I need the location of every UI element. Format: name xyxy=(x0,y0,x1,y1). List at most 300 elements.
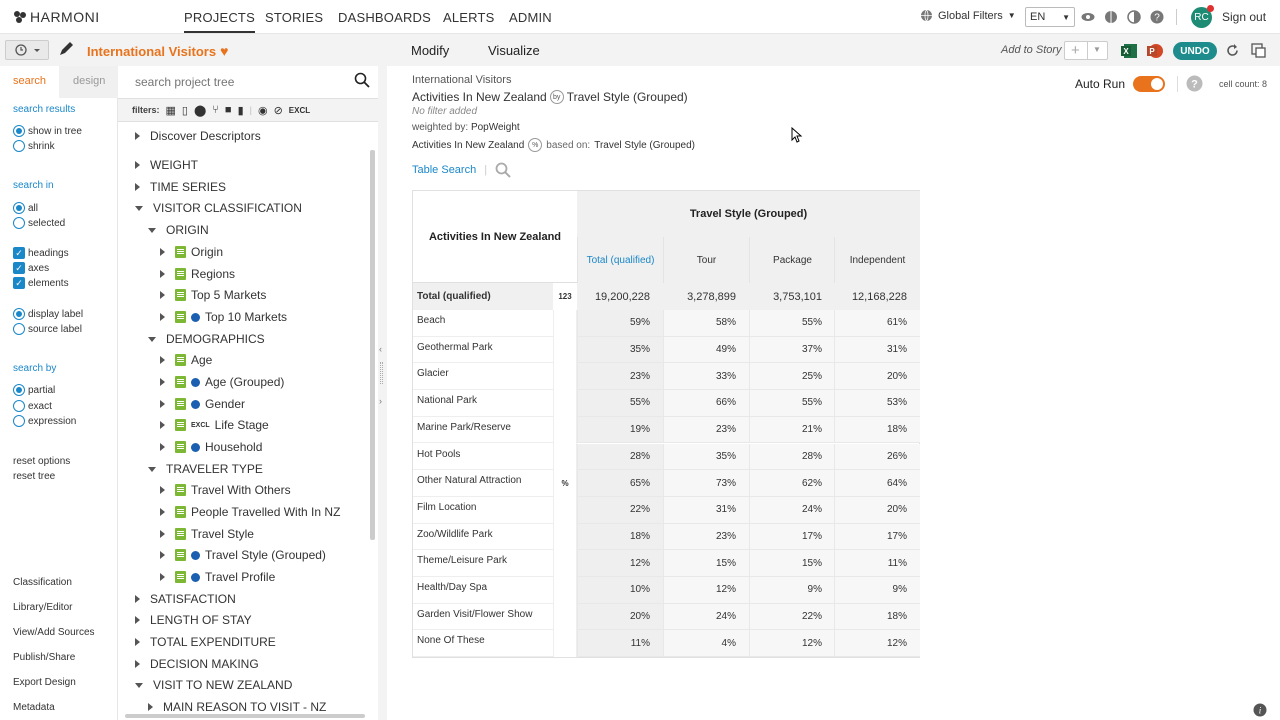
globe-icon xyxy=(920,9,933,22)
table-row-label: Zoo/Wildlife Park xyxy=(413,524,553,551)
caret-right-icon[interactable] xyxy=(135,616,140,624)
harmoni-logo[interactable] xyxy=(13,9,100,25)
unit-badge: 123 xyxy=(553,283,577,310)
radio-label: exact xyxy=(28,400,52,412)
caret-down-icon[interactable] xyxy=(148,228,156,233)
percent-unit-badge: % xyxy=(553,310,577,657)
tree-node-travel-style[interactable] xyxy=(160,527,254,541)
tree-node-main-reason-to-visit-nz[interactable] xyxy=(148,700,326,714)
variable-icon xyxy=(175,419,186,431)
table-cell: 11% xyxy=(577,630,663,657)
column-filter-icon[interactable]: ▯ xyxy=(181,104,188,117)
based-on-label: based on: xyxy=(546,139,591,151)
table-cell: 18% xyxy=(834,417,920,444)
tree-node-label: TRAVELER TYPE xyxy=(166,462,263,476)
chevron-left-icon[interactable]: ‹ xyxy=(379,344,382,354)
table-cell: 20% xyxy=(834,497,920,524)
history-button[interactable] xyxy=(5,40,49,60)
caret-right-icon[interactable] xyxy=(135,660,140,668)
tree-node-label: Household xyxy=(205,440,263,454)
table-cell: 17% xyxy=(749,524,835,551)
search-icon[interactable] xyxy=(354,72,370,88)
variable-icon xyxy=(175,441,186,453)
svg-text:P: P xyxy=(1149,47,1155,56)
contrast-icon[interactable] xyxy=(1127,10,1141,24)
radio-label: expression xyxy=(28,415,77,427)
caret-right-icon[interactable] xyxy=(160,378,165,386)
tree-scrollbar[interactable] xyxy=(370,150,375,540)
brand-name: HARMONI xyxy=(30,9,100,25)
tree-node-travel-style-grouped[interactable] xyxy=(160,548,326,562)
table-cell: 23% xyxy=(663,417,749,444)
radio-off-icon xyxy=(13,217,25,229)
svg-text:?: ? xyxy=(1154,12,1160,24)
svg-text:i: i xyxy=(1258,705,1262,716)
tree-search-input[interactable] xyxy=(135,75,335,89)
checkbox-axes[interactable] xyxy=(13,262,49,274)
radio-label: selected xyxy=(28,217,66,229)
eye-icon[interactable]: ◉ xyxy=(257,104,268,117)
table-row-label: Theme/Leisure Park xyxy=(413,550,553,577)
table-cell: 22% xyxy=(577,497,663,524)
table-cell: 35% xyxy=(577,337,663,364)
help-icon[interactable] xyxy=(1186,75,1203,92)
table-cell: 24% xyxy=(749,497,835,524)
tree-node-household[interactable] xyxy=(160,440,262,454)
table-cell: 12% xyxy=(577,550,663,577)
tab-design-label: design xyxy=(73,75,106,87)
metadata-link[interactable]: Metadata xyxy=(13,702,55,713)
total-cell: 19,200,228 xyxy=(577,283,663,310)
table-cell: 35% xyxy=(663,444,749,471)
table-search[interactable] xyxy=(412,162,511,178)
tree-node-label: DECISION MAKING xyxy=(150,657,259,671)
table-cell: 12% xyxy=(749,630,835,657)
info-icon xyxy=(191,400,200,409)
tree-node-label: LENGTH OF STAY xyxy=(150,613,252,627)
global-filters[interactable] xyxy=(920,9,1016,22)
table-cell: 20% xyxy=(577,604,663,631)
table-cell: 28% xyxy=(577,444,663,471)
tree-node-label: Regions xyxy=(191,267,236,281)
tree-node-satisfaction[interactable] xyxy=(135,592,236,606)
notification-dot xyxy=(1207,5,1214,12)
variable-icon xyxy=(175,268,186,280)
table-row-label: None Of These xyxy=(413,630,553,657)
variable-icon xyxy=(175,571,186,583)
drag-handle-icon[interactable] xyxy=(380,362,383,384)
caret-right-icon[interactable] xyxy=(135,638,140,646)
caret-right-icon[interactable] xyxy=(160,508,165,516)
table-cell: 23% xyxy=(577,363,663,390)
tree-node-label: WEIGHT xyxy=(150,158,198,172)
info-icon[interactable] xyxy=(1253,703,1267,717)
eye-off-icon[interactable]: ⊘ xyxy=(273,104,283,117)
checkbox-elements[interactable] xyxy=(13,277,69,289)
variable-icon xyxy=(175,398,186,410)
caret-right-icon[interactable] xyxy=(135,161,140,169)
svg-text:X: X xyxy=(1123,47,1129,56)
checkbox-label: elements xyxy=(28,277,69,289)
radio-partial[interactable] xyxy=(13,384,55,396)
tree-node-label: SATISFACTION xyxy=(150,592,236,606)
percentage-variable[interactable]: Activities In New Zealand xyxy=(412,139,525,151)
avatar[interactable] xyxy=(1191,7,1212,28)
radio-display-label[interactable] xyxy=(13,308,83,320)
table-cell: 21% xyxy=(749,417,835,444)
variable-filter-icon[interactable]: ▮ xyxy=(237,104,244,117)
table-cell: 12% xyxy=(663,577,749,604)
tree-node-label: MAIN REASON TO VISIT - NZ xyxy=(163,700,327,714)
chevron-down-icon: ▼ xyxy=(1007,11,1016,20)
tree-node-traveler-type[interactable] xyxy=(148,462,263,476)
table-cell: 26% xyxy=(834,444,920,471)
nav-alerts[interactable]: ALERTS xyxy=(443,10,495,25)
tree-node-label: Discover Descriptors xyxy=(150,129,261,143)
tree-node-demographics[interactable] xyxy=(148,332,265,346)
table-cell: 59% xyxy=(577,310,663,337)
refresh-icon[interactable] xyxy=(1225,43,1240,58)
tree-node-label: Travel Style (Grouped) xyxy=(205,548,326,562)
divider: | xyxy=(249,105,252,115)
table-cell: 55% xyxy=(749,310,835,337)
cell-count: cell count: 8 xyxy=(1219,79,1268,89)
logo-mark-icon xyxy=(13,10,27,24)
based-on-variable[interactable]: Travel Style (Grouped) xyxy=(594,139,695,151)
divider xyxy=(1087,42,1088,59)
radio-expression[interactable] xyxy=(13,415,76,427)
divider xyxy=(1177,76,1178,92)
tree-horizontal-scrollbar[interactable] xyxy=(125,714,365,718)
heart-icon[interactable]: ♥ xyxy=(220,43,229,59)
table-cell: 65% xyxy=(577,470,663,497)
caret-right-icon[interactable] xyxy=(160,313,165,321)
language-select[interactable] xyxy=(1025,7,1075,27)
search-in-heading: search in xyxy=(13,180,54,191)
nav-projects[interactable]: PROJECTS xyxy=(184,10,255,33)
table-cell: 73% xyxy=(663,470,749,497)
weight-variable[interactable]: PopWeight xyxy=(470,122,520,133)
table-cell: 37% xyxy=(749,337,835,364)
add-to-story-button[interactable] xyxy=(1064,41,1108,60)
caret-right-icon[interactable] xyxy=(160,248,165,256)
tree-node-visitor-classification[interactable] xyxy=(135,201,302,215)
table-cell: 55% xyxy=(749,390,835,417)
nav-admin[interactable]: ADMIN xyxy=(509,10,552,25)
table-cell: 18% xyxy=(577,524,663,551)
table-cell: 61% xyxy=(834,310,920,337)
radio-label: partial xyxy=(28,384,56,396)
table-row-label: Garden Visit/Flower Show xyxy=(413,604,553,631)
info-icon xyxy=(191,573,200,582)
weighted-label: weighted by: xyxy=(412,122,469,133)
classification-link[interactable]: Classification xyxy=(13,577,72,588)
caret-right-icon[interactable] xyxy=(160,530,165,538)
table-row-label: Hot Pools xyxy=(413,444,553,471)
column-header[interactable]: Independent xyxy=(834,237,920,283)
column-header[interactable]: Total (qualified) xyxy=(577,237,663,283)
table-cell: 31% xyxy=(663,497,749,524)
tree-node-label: Top 10 Markets xyxy=(205,310,288,324)
tree-node-age-grouped[interactable] xyxy=(160,375,284,389)
variable-icon xyxy=(175,484,186,496)
table-cell: 25% xyxy=(749,363,835,390)
tab-modify[interactable]: Modify xyxy=(411,43,450,58)
radio-label: shrink xyxy=(28,140,55,152)
info-icon xyxy=(191,551,200,560)
caret-down-icon[interactable] xyxy=(148,467,156,472)
caret-right-icon[interactable] xyxy=(160,291,165,299)
tree-node-life-stage[interactable] xyxy=(160,418,269,432)
caret-right-icon[interactable] xyxy=(160,356,165,364)
language-value: EN xyxy=(1030,11,1046,23)
radio-exact[interactable] xyxy=(13,400,52,412)
caret-right-icon[interactable] xyxy=(160,421,165,429)
sidebar-tabs xyxy=(0,66,118,98)
percentage-line xyxy=(412,138,695,152)
help-icon[interactable] xyxy=(1150,10,1164,24)
auto-run-toggle[interactable] xyxy=(1133,76,1165,92)
tree-node-time-series[interactable] xyxy=(135,180,226,194)
caret-right-icon[interactable] xyxy=(160,573,165,581)
project-title[interactable] xyxy=(87,43,228,59)
grid-filter-icon[interactable]: ▦ xyxy=(165,104,176,117)
project-title-text: International Visitors xyxy=(87,43,217,59)
table-cell: 11% xyxy=(834,550,920,577)
tree-node-label: VISITOR CLASSIFICATION xyxy=(153,201,302,215)
add-to-story-label: Add to Story xyxy=(1001,44,1062,56)
folder-filter-icon[interactable]: ■ xyxy=(224,104,232,116)
excl-filter[interactable]: EXCL xyxy=(288,105,311,115)
column-group-header[interactable]: Travel Style (Grouped) xyxy=(577,191,920,237)
tab-search-label: search xyxy=(13,75,47,87)
table-cell: 28% xyxy=(749,444,835,471)
crosstab-table xyxy=(412,190,920,658)
table-cell: 17% xyxy=(834,524,920,551)
checkmark-icon: ✓ xyxy=(13,262,25,274)
caret-right-icon[interactable] xyxy=(160,551,165,559)
tree-node-label: Travel Profile xyxy=(205,570,276,584)
radio-off-icon xyxy=(13,415,25,427)
table-row-label: National Park xyxy=(413,390,553,417)
tree-node-label: Age (Grouped) xyxy=(205,375,285,389)
history-icon xyxy=(6,41,50,59)
caret-right-icon[interactable] xyxy=(148,703,153,711)
radio-on-icon xyxy=(13,308,25,320)
checkbox-label: headings xyxy=(28,247,69,259)
table-cell: 33% xyxy=(663,363,749,390)
tree-node-label: Travel With Others xyxy=(191,483,291,497)
table-row-label: Marine Park/Reserve xyxy=(413,417,553,444)
publish-share-link[interactable]: Publish/Share xyxy=(13,652,76,663)
tree-node-label: Origin xyxy=(191,245,224,259)
table-cell: 10% xyxy=(577,577,663,604)
nav-stories[interactable]: STORIES xyxy=(265,10,324,25)
row-variable[interactable]: Activities In New Zealand xyxy=(412,90,547,104)
tree-node-label: Gender xyxy=(205,397,246,411)
tree-node-age[interactable] xyxy=(160,353,212,367)
radio-all[interactable] xyxy=(13,202,38,214)
table-cell: 49% xyxy=(663,337,749,364)
chevron-right-icon[interactable]: › xyxy=(379,396,382,406)
tree-node-discover-descriptors[interactable] xyxy=(135,129,261,143)
radio-off-icon xyxy=(13,400,25,412)
caret-down-icon[interactable] xyxy=(148,337,156,342)
panel-splitter[interactable] xyxy=(378,34,387,720)
tree-node-label: TIME SERIES xyxy=(150,180,227,194)
tree-node-regions[interactable] xyxy=(160,267,235,281)
eye-icon[interactable] xyxy=(1081,10,1095,24)
tree-node-label: DEMOGRAPHICS xyxy=(166,332,265,346)
table-title xyxy=(412,90,688,104)
filters-bar xyxy=(118,98,378,122)
radio-on-icon xyxy=(13,125,25,137)
variable-icon xyxy=(175,311,186,323)
tree-node-origin[interactable] xyxy=(160,245,223,259)
tree-node-top-10-markets[interactable] xyxy=(160,310,287,324)
caret-down-icon[interactable] xyxy=(135,683,143,688)
reset-tree-link[interactable]: reset tree xyxy=(13,471,56,482)
mouse-cursor-icon xyxy=(791,127,803,143)
table-cell: 62% xyxy=(749,470,835,497)
tree-node-origin[interactable] xyxy=(148,223,209,237)
table-row-label: Beach xyxy=(413,310,553,337)
caret-right-icon[interactable] xyxy=(160,443,165,451)
pencil-icon xyxy=(55,40,77,60)
variable-icon xyxy=(175,528,186,540)
total-cell: 3,753,101 xyxy=(749,283,835,310)
table-cell: 53% xyxy=(834,390,920,417)
tree-node-label: Travel Style xyxy=(191,527,254,541)
radio-source-label[interactable] xyxy=(13,323,82,335)
column-header[interactable]: Package xyxy=(749,237,835,283)
caret-right-icon[interactable] xyxy=(160,486,165,494)
powerpoint-icon[interactable] xyxy=(1146,42,1164,60)
table-cell: 20% xyxy=(834,363,920,390)
tree-node-top-5-markets[interactable] xyxy=(160,288,266,302)
divider: | xyxy=(484,164,488,176)
checkbox-headings[interactable] xyxy=(13,247,69,259)
expand-icon[interactable] xyxy=(1251,43,1266,58)
radio-label: all xyxy=(28,202,39,214)
table-cell: 24% xyxy=(663,604,749,631)
by-badge: by xyxy=(550,90,564,104)
table-row-label: Other Natural Attraction xyxy=(413,470,553,497)
tree-node-travel-with-others[interactable] xyxy=(160,483,291,497)
plus-icon: + xyxy=(1071,42,1080,59)
caret-right-icon[interactable] xyxy=(135,132,140,140)
table-cell: 4% xyxy=(663,630,749,657)
edit-button[interactable] xyxy=(55,40,77,60)
radio-on-icon xyxy=(13,384,25,396)
avatar-initials: RC xyxy=(1194,12,1209,23)
table-cell: 18% xyxy=(834,604,920,631)
sign-out-link[interactable]: Sign out xyxy=(1222,10,1267,24)
tree-node-people-travelled-with-in-nz[interactable] xyxy=(160,505,340,519)
filter-note: No filter added xyxy=(412,106,478,117)
checkmark-icon: ✓ xyxy=(13,277,25,289)
tree-node-decision-making[interactable] xyxy=(135,657,259,671)
table-cell: 23% xyxy=(663,524,749,551)
table-row-label: Film Location xyxy=(413,497,553,524)
table-cell: 9% xyxy=(749,577,835,604)
tree-node-label: TOTAL EXPENDITURE xyxy=(150,635,276,649)
radio-label: source label xyxy=(28,323,82,335)
tree-node-total-expenditure[interactable] xyxy=(135,635,276,649)
radio-label: show in tree xyxy=(28,125,82,137)
tree-node-visit-to-new-zealand[interactable] xyxy=(135,678,292,692)
brain-icon[interactable] xyxy=(1104,10,1118,24)
search-by-heading: search by xyxy=(13,363,57,374)
table-row-label: Health/Day Spa xyxy=(413,577,553,604)
column-header[interactable]: Tour xyxy=(663,237,749,283)
radio-show-in-tree[interactable] xyxy=(13,125,82,137)
tree-node-length-of-stay[interactable] xyxy=(135,613,252,627)
tree-node-label: Top 5 Markets xyxy=(191,288,267,302)
radio-shrink[interactable] xyxy=(13,140,55,152)
library-editor-link[interactable]: Library/Editor xyxy=(13,602,73,613)
svg-text:?: ? xyxy=(1191,78,1198,91)
undo-button[interactable]: UNDO xyxy=(1173,42,1217,60)
variable-icon xyxy=(175,506,186,518)
search-icon[interactable] xyxy=(495,162,511,178)
tab-visualize[interactable]: Visualize xyxy=(488,43,540,58)
table-cell: 15% xyxy=(663,550,749,577)
auto-run-label: Auto Run xyxy=(1075,77,1126,91)
table-cell: 19% xyxy=(577,417,663,444)
total-cell: 12,168,228 xyxy=(834,283,920,310)
radio-on-icon xyxy=(13,202,25,214)
tree-node-label: ORIGIN xyxy=(166,223,209,237)
reset-options-link[interactable]: reset options xyxy=(13,456,71,467)
variable-icon xyxy=(175,549,186,561)
total-cell: 3,278,899 xyxy=(663,283,749,310)
caret-right-icon[interactable] xyxy=(135,595,140,603)
caret-right-icon[interactable] xyxy=(160,400,165,408)
divider xyxy=(1176,9,1177,25)
radio-selected[interactable] xyxy=(13,217,65,229)
radio-label: display label xyxy=(28,308,84,320)
table-row-label: Geothermal Park xyxy=(413,337,553,364)
location-filter-icon[interactable]: ⬤ xyxy=(193,104,207,117)
tree-node-travel-profile[interactable] xyxy=(160,570,275,584)
tree-node-weight[interactable] xyxy=(135,158,198,172)
caret-down-icon[interactable] xyxy=(135,206,143,211)
caret-right-icon[interactable] xyxy=(135,183,140,191)
radio-off-icon xyxy=(13,323,25,335)
tree-node-gender[interactable] xyxy=(160,397,245,411)
nav-dashboards[interactable]: DASHBOARDS xyxy=(338,10,432,25)
fork-filter-icon[interactable]: ⑂ xyxy=(212,104,219,116)
table-cell: 12% xyxy=(834,630,920,657)
table-cell: 55% xyxy=(577,390,663,417)
variable-icon xyxy=(175,289,186,301)
row-header[interactable]: Activities In New Zealand xyxy=(413,191,577,283)
total-row-label: Total (qualified) xyxy=(413,283,553,310)
filters-label: filters: xyxy=(132,105,160,115)
tree-node-label: Age xyxy=(191,353,213,367)
column-variable[interactable]: Travel Style (Grouped) xyxy=(566,90,688,104)
tree-node-label: Life Stage xyxy=(214,418,269,432)
search-options-panel xyxy=(0,66,118,720)
auto-run[interactable] xyxy=(1075,76,1165,92)
export-design-link[interactable]: Export Design xyxy=(13,677,76,688)
caret-right-icon[interactable] xyxy=(160,270,165,278)
table-cell: 9% xyxy=(834,577,920,604)
excel-icon[interactable] xyxy=(1120,42,1138,60)
weight-line xyxy=(412,122,520,133)
view-add-sources-link[interactable]: View/Add Sources xyxy=(13,627,95,638)
